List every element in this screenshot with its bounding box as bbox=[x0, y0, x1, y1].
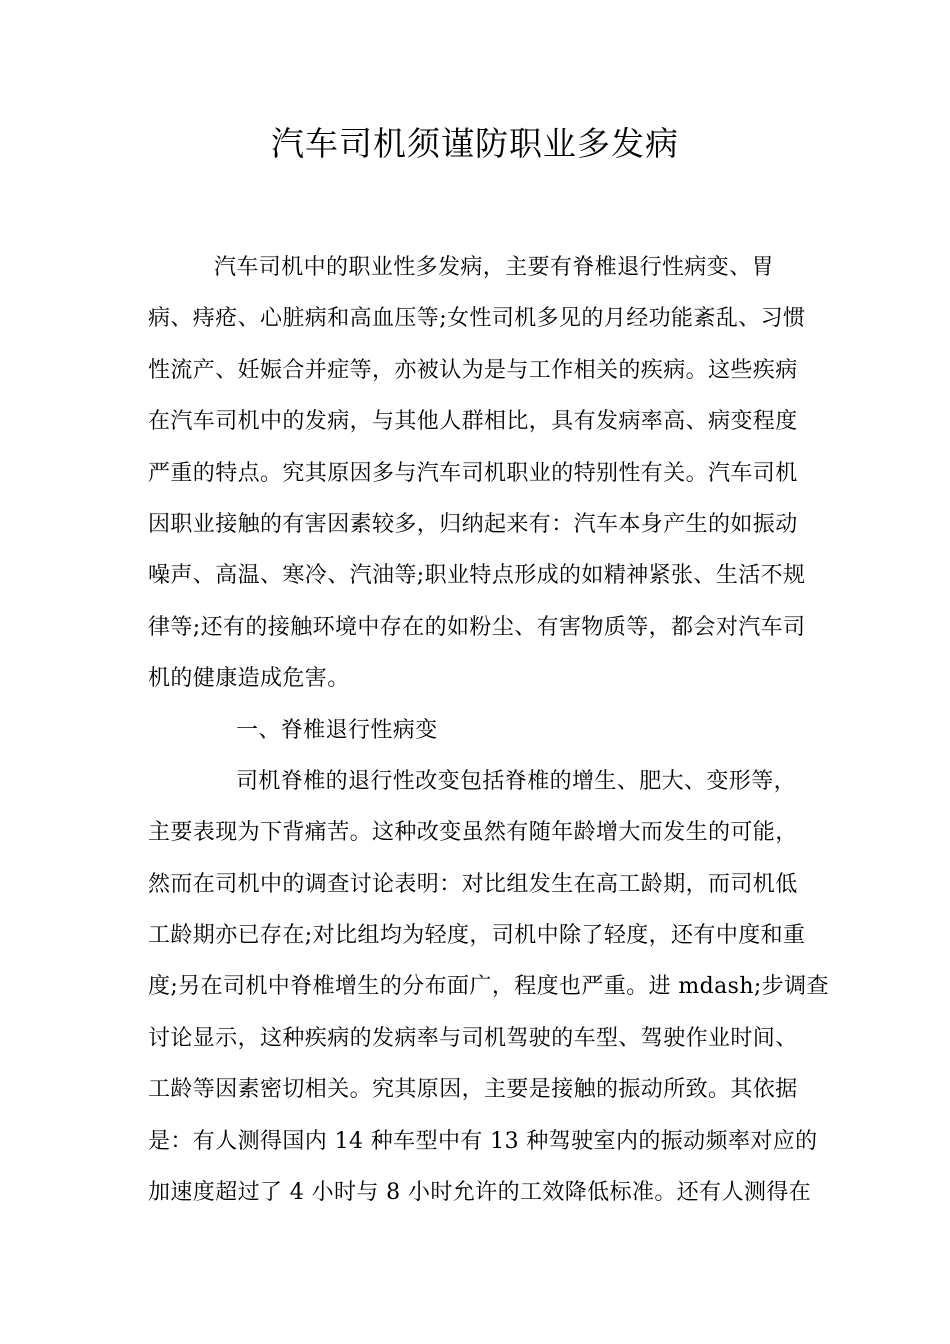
paragraph-line: 度;另在司机中脊椎增生的分布面广，程度也严重。进 mdash;步调查 bbox=[148, 974, 829, 1000]
paragraph-line: 机的健康造成危害。 bbox=[148, 666, 350, 692]
paragraph-line: 是：有人测得国内 14 种车型中有 13 种驾驶室内的振动频率对应的 bbox=[148, 1128, 818, 1154]
paragraph-line: 严重的特点。究其原因多与汽车司机职业的特别性有关。汽车司机 bbox=[148, 460, 798, 486]
paragraph-line: 病、痔疮、心脏病和高血压等;女性司机多见的月经功能紊乱、习惯 bbox=[148, 306, 806, 332]
paragraph-line: 律等;还有的接触环境中存在的如粉尘、有害物质等，都会对汽车司 bbox=[148, 614, 806, 640]
paragraph-line: 工龄等因素密切相关。究其原因，主要是接触的振动所致。其依据 bbox=[148, 1077, 798, 1103]
paragraph-line: 加速度超过了 4 小时与 8 小时允许的工效降低标准。还有人测得在 bbox=[148, 1180, 812, 1206]
paragraph-line: 主要表现为下背痛苦。这种改变虽然有随年龄增大而发生的可能， bbox=[148, 820, 798, 846]
paragraph-line: 然而在司机中的调查讨论表明：对比组发生在高工龄期，而司机低 bbox=[148, 871, 798, 897]
paragraph-line: 司机脊椎的退行性改变包括脊椎的增生、肥大、变形等， bbox=[236, 768, 797, 794]
paragraph-line: 讨论显示，这种疾病的发病率与司机驾驶的车型、驾驶作业时间、 bbox=[148, 1025, 798, 1051]
paragraph-line: 汽车司机中的职业性多发病，主要有脊椎退行性病变、胃 bbox=[214, 255, 775, 280]
document-title: 汽车司机须谨防职业多发病 bbox=[271, 124, 679, 163]
paragraph-line: 在汽车司机中的发病，与其他人群相比，具有发病率高、病变程度 bbox=[148, 409, 798, 435]
paragraph-line: 噪声、高温、寒冷、汽油等;职业特点形成的如精神紧张、生活不规 bbox=[148, 563, 806, 589]
paragraph-line: 性流产、妊娠合并症等，亦被认为是与工作相关的疾病。这些疾病 bbox=[148, 357, 798, 383]
section-heading: 一、脊椎退行性病变 bbox=[236, 717, 438, 743]
paragraph-line: 因职业接触的有害因素较多，归纳起来有：汽车本身产生的如振动 bbox=[148, 511, 798, 537]
paragraph-line: 工龄期亦已存在;对比组均为轻度，司机中除了轻度，还有中度和重 bbox=[148, 923, 806, 949]
document-body bbox=[148, 242, 829, 1218]
